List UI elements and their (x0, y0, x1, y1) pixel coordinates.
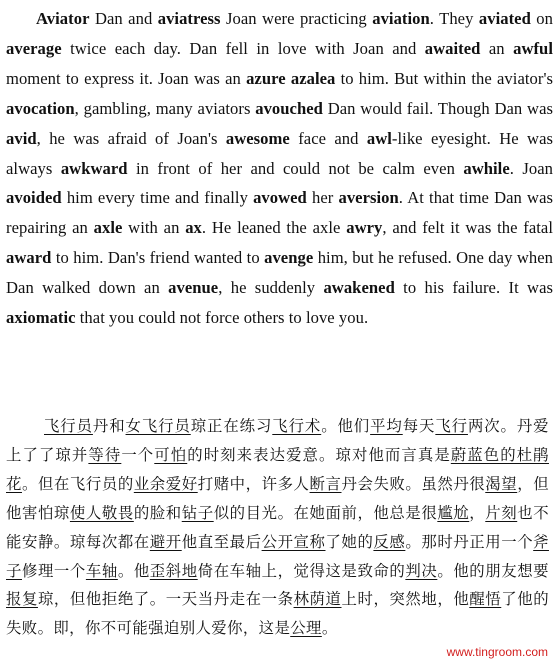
text-segment: 修理一个 (21, 561, 86, 580)
text-segment: on (530, 9, 553, 28)
text-segment: 琼，但他拒绝了。一天当丹走在一条 (37, 590, 294, 609)
translated-term: 等待 (88, 445, 122, 464)
translated-term: 片刻 (485, 503, 518, 522)
vocabulary-word: aversion (338, 188, 399, 208)
text-segment: ， (469, 503, 486, 522)
text-segment: 。他 (117, 561, 150, 580)
text-segment: 一个 (121, 445, 155, 464)
text-segment: 了他的失败。即，你不可能强迫别人爱你，这是 (6, 590, 550, 638)
text-segment: 的脸和 (133, 503, 182, 522)
text-segment: . He leaned the axle (201, 218, 347, 238)
vocabulary-word: aviatress (157, 9, 221, 28)
text-segment: to his failure. It was (394, 278, 553, 298)
text-segment: Joan were practicing (220, 9, 373, 28)
translated-term: 醒悟 (469, 590, 502, 609)
translated-term: 判决 (405, 561, 438, 580)
text-segment: Dan and (89, 9, 158, 28)
translated-term: 尴尬 (437, 503, 470, 522)
text-segment: 也不能安静。琼每次都在 (6, 503, 549, 551)
text-segment: face and (289, 128, 367, 148)
vocabulary-word: aviation (372, 9, 430, 28)
vocabulary-word: azure azalea (246, 68, 336, 88)
translated-term: 报复 (6, 590, 38, 609)
text-segment: twice each day. Dan fell in love with Joan and (61, 38, 425, 58)
text-segment: 似的目光。在她面前，他总是很 (213, 503, 438, 522)
text-segment: with an (122, 218, 186, 238)
text-segment: her (306, 188, 339, 208)
vocabulary-word: awaited (424, 38, 481, 58)
vocabulary-word: awry (346, 218, 383, 238)
vocabulary-word: awkward (60, 158, 128, 178)
vocabulary-word: Aviator (36, 9, 90, 28)
text-segment: moment to express it. Joan was an (6, 68, 247, 88)
text-segment: 上时，突然地，他 (341, 590, 470, 609)
translated-term: 业余爱好 (133, 474, 198, 493)
translated-term: 公理 (290, 619, 322, 638)
text-segment: , and felt it was the fatal (382, 218, 553, 238)
translated-term: 反感 (373, 532, 406, 551)
text-segment: 了她的 (325, 532, 374, 551)
translated-term: 平均 (370, 417, 403, 435)
text-segment: . Joan (509, 158, 553, 178)
text-segment: 。他们 (321, 417, 371, 435)
text-segment: him, but he refused. One day when Dan walked down an (6, 248, 553, 298)
text-segment: Dan would fail. Though Dan was (322, 98, 553, 118)
text-segment: him every time and finally (61, 188, 254, 208)
text-segment: , he suddenly (218, 278, 324, 298)
text-segment: 他直至最后 (181, 532, 262, 551)
text-segment: 丹和 (92, 417, 126, 435)
translated-term: 避开 (149, 532, 182, 551)
vocabulary-word: avid (6, 128, 37, 148)
vocabulary-word: axle (93, 218, 123, 238)
translated-term: 断言 (309, 474, 342, 493)
text-segment: 。他的朋友想要 (437, 561, 549, 580)
vocabulary-word: ax (185, 218, 202, 238)
text-segment: . They (429, 9, 479, 28)
translated-term: 歪斜地 (149, 561, 198, 580)
translated-term: 使人敬畏 (69, 503, 134, 522)
vocabulary-word: avowed (253, 188, 307, 208)
vocabulary-word: axiomatic (6, 308, 76, 328)
vocabulary-word: average (6, 38, 62, 58)
text-segment: 。那时丹正用一个 (405, 532, 534, 551)
vocabulary-word: awful (513, 38, 553, 58)
text-segment: . At that time Dan was repairing an (6, 188, 553, 238)
vocabulary-word: avocation (6, 98, 75, 118)
chinese-paragraph (6, 412, 549, 643)
translated-term: 渴望 (485, 474, 518, 493)
translated-term: 蔚蓝色的杜鹃花 (6, 445, 549, 493)
english-passage (6, 4, 553, 333)
vocabulary-word: awhile (463, 158, 510, 178)
vocabulary-word: awakened (323, 278, 395, 298)
text-segment: an (480, 38, 514, 58)
text-segment: to him. But within the aviator's (335, 68, 553, 88)
english-paragraph (6, 4, 553, 333)
translated-term: 林荫道 (293, 590, 342, 609)
translated-term: 可怕 (154, 445, 188, 464)
vocabulary-word: awesome (225, 128, 290, 148)
text-segment: 。 (321, 619, 338, 638)
watermark: www.tingroom.com (446, 645, 548, 659)
text-segment: 琼正在练习 (190, 417, 273, 435)
text-segment: , he was afraid of Joan's (36, 128, 226, 148)
text-segment: 每天 (402, 417, 436, 435)
vocabulary-word: avenue (168, 278, 219, 298)
text-segment: 丹会失败。虽然丹很 (341, 474, 486, 493)
vocabulary-word: award (6, 248, 52, 268)
translated-term: 车轴 (85, 561, 118, 580)
text-segment: 的时刻来表达爱意。琼对他而言真是 (187, 445, 451, 464)
text-segment: -like eyesight. He was always (6, 128, 553, 178)
translated-term: 飞行员 (44, 417, 93, 435)
vocabulary-word: awl (366, 128, 392, 148)
translated-term: 飞行术 (272, 417, 322, 435)
translated-term: 女飞行员 (125, 417, 191, 435)
vocabulary-word: avouched (255, 98, 323, 118)
text-segment: 倚在车轴上，觉得这是致命的 (197, 561, 406, 580)
text-segment: in front of her and could not be calm even (127, 158, 464, 178)
text-segment: 。但在飞行员的 (21, 474, 134, 493)
text-segment: 打赌中，许多人 (197, 474, 310, 493)
translated-term: 飞行 (435, 417, 468, 435)
vocabulary-word: avenge (264, 248, 314, 268)
text-segment: ，但他害怕琼 (6, 474, 549, 522)
text-segment: that you could not force others to love you. (75, 308, 369, 328)
vocabulary-word: avoided (6, 188, 62, 208)
text-segment: , gambling, many aviators (74, 98, 256, 118)
chinese-passage (6, 412, 549, 643)
translated-term: 公开宣称 (261, 532, 326, 551)
translated-term: 钻子 (181, 503, 214, 522)
vocabulary-word: aviated (478, 9, 531, 28)
translated-term: 斧子 (6, 532, 549, 580)
text-segment: 两次。丹爱上了了琼并 (6, 417, 549, 464)
text-segment: to him. Dan's friend wanted to (51, 248, 265, 268)
